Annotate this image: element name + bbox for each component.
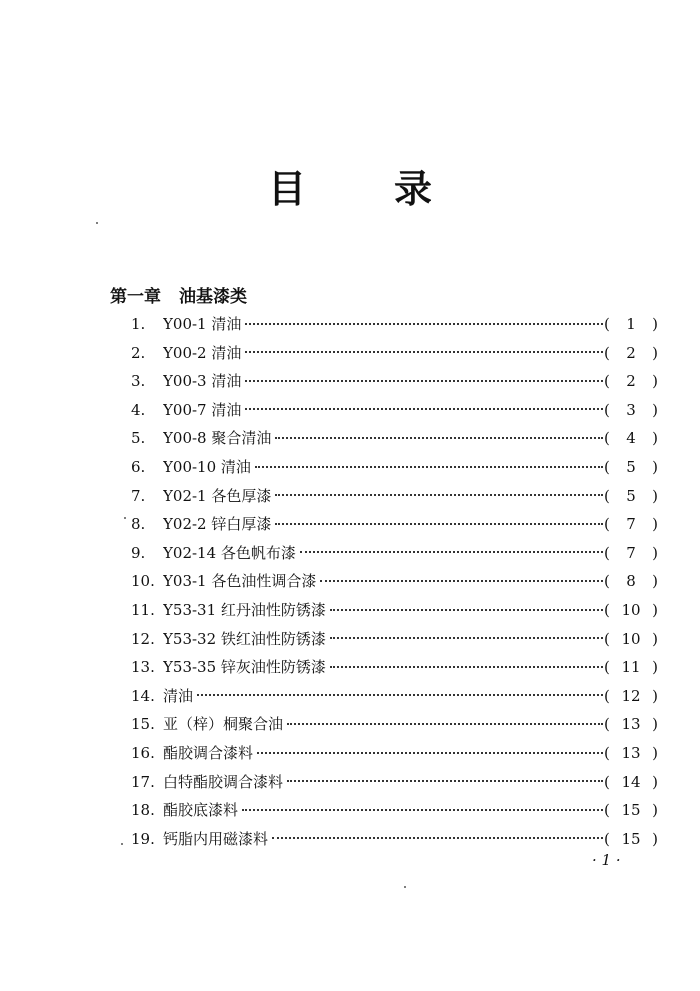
- toc-entry: [0, 739, 700, 768]
- toc-entry-label: Y03-1 各色油性调合漆: [163, 572, 317, 591]
- toc-entry-index: 7.: [131, 486, 146, 505]
- toc-entry: [0, 539, 700, 568]
- paren-close: ): [652, 600, 658, 619]
- paren-open: (: [604, 572, 610, 591]
- toc-entry-page: [604, 339, 658, 368]
- leader-dots: [330, 609, 603, 611]
- toc-entry-page-number: 8: [626, 572, 636, 591]
- toc-entry-page-number: 12: [621, 686, 641, 705]
- paren-open: (: [604, 543, 610, 562]
- paren-open: (: [604, 743, 610, 762]
- toc-entry-body: [163, 510, 603, 539]
- paren-open: (: [604, 686, 610, 705]
- toc-entry-page: [604, 653, 658, 682]
- toc-entry: [0, 453, 700, 482]
- toc-entry-body: [163, 596, 603, 625]
- toc-entry-body: [163, 653, 603, 682]
- paren-open: (: [604, 486, 610, 505]
- toc-entry-label: Y53-32 铁红油性防锈漆: [163, 629, 326, 648]
- toc-entry-label: Y00-8 聚合清油: [163, 429, 272, 448]
- paren-close: ): [652, 658, 658, 677]
- toc-entry-body: [163, 453, 603, 482]
- toc-entry-index: 18.: [131, 801, 155, 820]
- paren-close: ): [652, 515, 658, 534]
- chapter-name: 油基漆类: [179, 287, 247, 307]
- paren-open: (: [604, 457, 610, 476]
- toc-entry-body: [163, 339, 603, 368]
- toc-entry: [0, 482, 700, 511]
- toc-entry: [0, 625, 700, 654]
- paren-close: ): [652, 829, 658, 848]
- paren-close: ): [652, 457, 658, 476]
- toc-entry-index: 16.: [131, 743, 155, 762]
- toc-entry-index: 8.: [131, 515, 146, 534]
- leader-dots: [242, 809, 603, 811]
- leader-dots: [275, 523, 603, 525]
- toc-entry-page-number: 3: [626, 400, 636, 419]
- toc-entry: [0, 796, 700, 825]
- toc-entry-label: Y53-31 红丹油性防锈漆: [163, 600, 326, 619]
- toc-entry-body: [163, 739, 603, 768]
- toc-entry-page-number: 7: [626, 515, 636, 534]
- leader-dots: [287, 723, 603, 725]
- toc-entry-body: [163, 424, 603, 453]
- toc-entry-page: [604, 482, 658, 511]
- paren-open: (: [604, 629, 610, 648]
- toc-entry-label: 钙脂内用磁漆料: [163, 829, 269, 848]
- toc-entry-page: [604, 396, 658, 425]
- leader-dots: [330, 666, 603, 668]
- toc-entry-page: [604, 567, 658, 596]
- title-char-1: 目: [267, 167, 306, 211]
- paren-close: ): [652, 629, 658, 648]
- toc-entry-label: Y00-10 清油: [163, 457, 251, 476]
- toc-entry-body: [163, 825, 603, 854]
- leader-dots: [197, 694, 603, 696]
- toc-entry-body: [163, 367, 603, 396]
- paren-close: ): [652, 400, 658, 419]
- toc-entry-label: Y00-2 清油: [163, 343, 242, 362]
- toc-entry: [0, 510, 700, 539]
- toc-entry: [0, 567, 700, 596]
- toc-entry-body: [163, 682, 603, 711]
- paren-close: ): [652, 372, 658, 391]
- scan-speck: [404, 886, 406, 888]
- paren-open: (: [604, 315, 610, 333]
- toc-entry-index: 12.: [131, 629, 155, 648]
- paren-close: ): [652, 772, 658, 791]
- paren-open: (: [604, 801, 610, 820]
- toc-entry-index: 14.: [131, 686, 155, 705]
- toc-entry: [0, 653, 700, 682]
- toc-entry: [0, 310, 700, 339]
- toc-entry-page: [604, 596, 658, 625]
- toc-entry: [0, 710, 700, 739]
- paren-open: (: [604, 372, 610, 391]
- paren-open: (: [604, 829, 610, 848]
- toc-entry-label: 亚（梓）桐聚合油: [163, 715, 284, 734]
- toc-entry-page: [604, 710, 658, 739]
- toc-entry-page: [604, 625, 658, 654]
- paren-close: ): [652, 343, 658, 362]
- toc-entry-label: 酯胶底漆料: [163, 801, 239, 820]
- toc-entry-body: [163, 482, 603, 511]
- toc-entry-label: Y00-1 清油: [163, 315, 242, 333]
- leader-dots: [272, 837, 603, 839]
- toc-entry-index: 1.: [131, 315, 146, 333]
- paren-open: (: [604, 515, 610, 534]
- toc-entry-page-number: 2: [626, 343, 636, 362]
- table-of-contents: [0, 310, 700, 853]
- chapter-number: 第一章: [110, 287, 161, 307]
- leader-dots: [245, 408, 603, 410]
- toc-entry-page: [604, 682, 658, 711]
- paren-open: (: [604, 429, 610, 448]
- paren-close: ): [652, 572, 658, 591]
- toc-entry-page-number: 13: [621, 743, 641, 762]
- toc-entry-label: Y00-3 清油: [163, 372, 242, 391]
- toc-entry-page-number: 11: [621, 658, 641, 677]
- toc-entry-index: 3.: [131, 372, 146, 391]
- toc-entry: [0, 367, 700, 396]
- leader-dots: [300, 551, 603, 553]
- toc-entry-page: [604, 539, 658, 568]
- toc-entry-page-number: 10: [621, 629, 641, 648]
- toc-entry-index: 13.: [131, 658, 155, 677]
- leader-dots: [275, 494, 603, 496]
- paren-open: (: [604, 600, 610, 619]
- leader-dots: [320, 580, 603, 582]
- toc-entry-page: [604, 825, 658, 854]
- toc-entry-label: Y02-14 各色帆布漆: [163, 543, 296, 562]
- toc-entry: [0, 424, 700, 453]
- toc-entry-body: [163, 768, 603, 797]
- toc-entry-page: [604, 510, 658, 539]
- toc-entry-body: [163, 539, 603, 568]
- leader-dots: [245, 380, 603, 382]
- toc-entry-page: [604, 453, 658, 482]
- paren-open: (: [604, 343, 610, 362]
- toc-entry-label: Y53-35 锌灰油性防锈漆: [163, 658, 326, 677]
- toc-entry-page-number: 13: [621, 715, 641, 734]
- toc-entry: [0, 768, 700, 797]
- toc-entry: [0, 339, 700, 368]
- toc-entry-body: [163, 625, 603, 654]
- toc-entry-page-number: 4: [626, 429, 636, 448]
- toc-entry-index: 6.: [131, 457, 146, 476]
- page-number: · 1 ·: [592, 851, 621, 869]
- chapter-heading: [110, 282, 247, 307]
- leader-dots: [245, 323, 603, 325]
- scan-speck: [124, 517, 126, 519]
- toc-entry: [0, 596, 700, 625]
- toc-entry-index: 15.: [131, 715, 155, 734]
- leader-dots: [275, 437, 603, 439]
- paren-close: ): [652, 543, 658, 562]
- toc-entry-page-number: 15: [621, 801, 641, 820]
- toc-entry-body: [163, 710, 603, 739]
- paren-close: ): [652, 715, 658, 734]
- toc-entry-label: 酯胶调合漆料: [163, 743, 254, 762]
- toc-entry-page: [604, 367, 658, 396]
- toc-entry-index: 11.: [131, 600, 155, 619]
- toc-entry-page-number: 15: [621, 829, 641, 848]
- page-title: [0, 158, 700, 213]
- paren-open: (: [604, 658, 610, 677]
- toc-entry-page-number: 7: [626, 543, 636, 562]
- toc-entry-index: 19.: [131, 829, 155, 848]
- toc-entry-page-number: 2: [626, 372, 636, 391]
- leader-dots: [257, 752, 603, 754]
- toc-entry-index: 9.: [131, 543, 146, 562]
- toc-entry-label: Y02-1 各色厚漆: [163, 486, 272, 505]
- toc-entry-label: Y02-2 锌白厚漆: [163, 515, 272, 534]
- toc-entry-page-number: 10: [621, 600, 641, 619]
- toc-entry-body: [163, 310, 603, 339]
- leader-dots: [330, 637, 603, 639]
- paren-close: ): [652, 801, 658, 820]
- paren-open: (: [604, 715, 610, 734]
- paren-close: ): [652, 686, 658, 705]
- toc-entry-body: [163, 567, 603, 596]
- toc-entry-index: 4.: [131, 400, 146, 419]
- leader-dots: [255, 466, 603, 468]
- toc-entry-page-number: 5: [626, 486, 636, 505]
- scan-speck: [121, 843, 123, 845]
- leader-dots: [287, 780, 603, 782]
- toc-entry-page: [604, 796, 658, 825]
- title-char-2: 录: [394, 167, 433, 211]
- toc-entry-page: [604, 768, 658, 797]
- paren-close: ): [652, 486, 658, 505]
- leader-dots: [245, 351, 603, 353]
- toc-entry-index: 5.: [131, 429, 146, 448]
- toc-entry-body: [163, 796, 603, 825]
- toc-entry-label: 白特酯胶调合漆料: [163, 772, 284, 791]
- scan-speck: [96, 222, 98, 224]
- toc-entry-label: Y00-7 清油: [163, 400, 242, 419]
- toc-entry: [0, 825, 700, 854]
- toc-entry: [0, 396, 700, 425]
- toc-entry-page-number: 1: [626, 315, 636, 333]
- paren-close: ): [652, 315, 658, 333]
- paren-close: ): [652, 743, 658, 762]
- paren-open: (: [604, 772, 610, 791]
- toc-entry-page: [604, 739, 658, 768]
- toc-entry-page: [604, 310, 658, 339]
- toc-entry-label: 清油: [163, 686, 194, 705]
- toc-entry: [0, 682, 700, 711]
- toc-entry-page-number: 14: [621, 772, 641, 791]
- toc-entry-index: 10.: [131, 572, 155, 591]
- toc-entry-page: [604, 424, 658, 453]
- paren-open: (: [604, 400, 610, 419]
- toc-entry-page-number: 5: [626, 457, 636, 476]
- toc-entry-index: 17.: [131, 772, 155, 791]
- paren-close: ): [652, 429, 658, 448]
- toc-entry-body: [163, 396, 603, 425]
- toc-entry-index: 2.: [131, 343, 146, 362]
